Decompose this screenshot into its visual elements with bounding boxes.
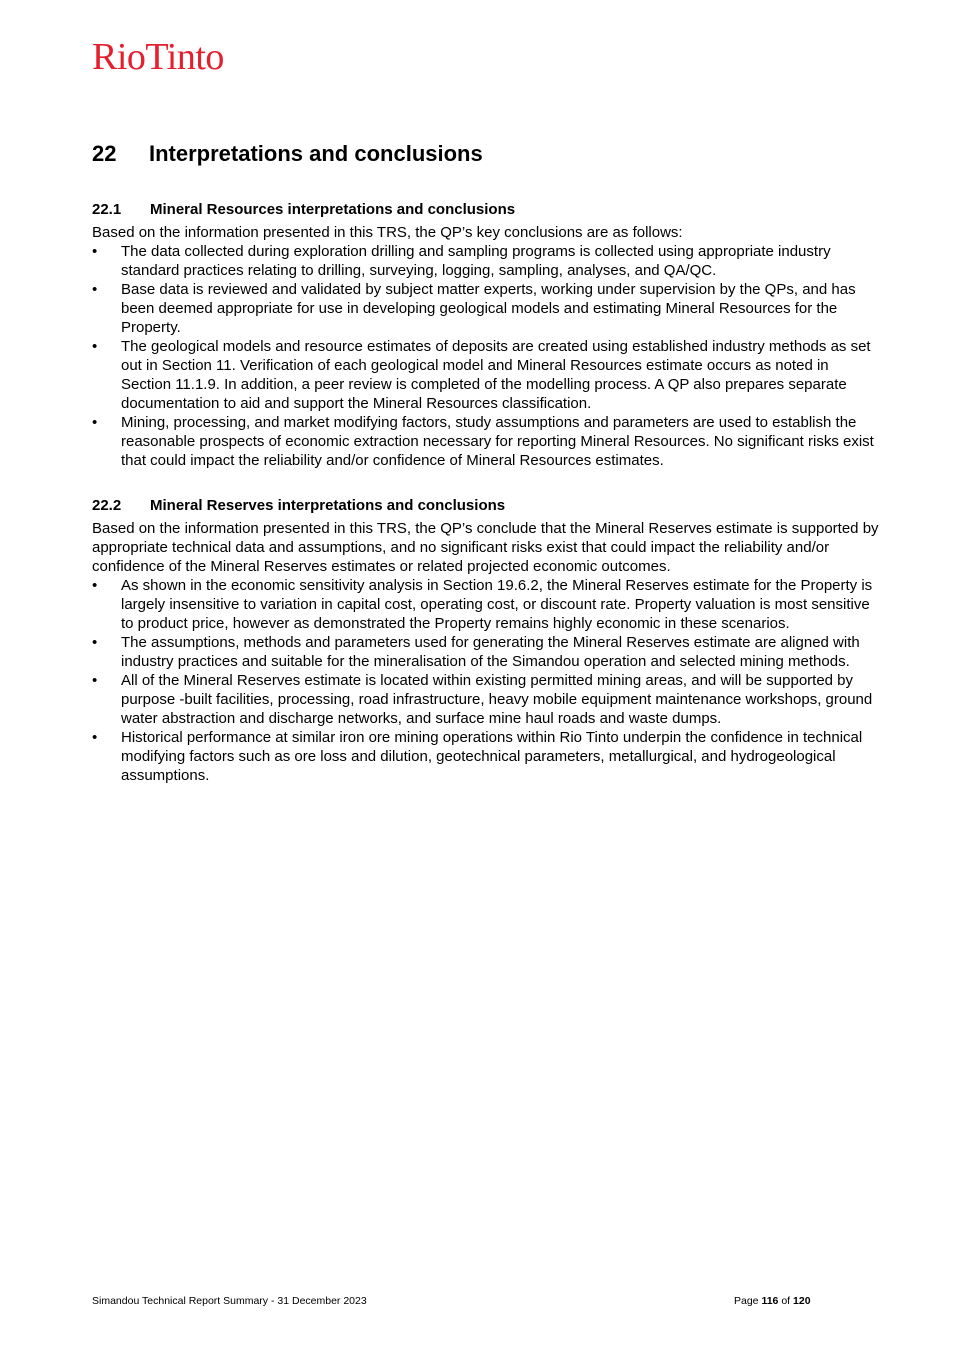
page-of: of — [781, 1295, 791, 1307]
list-item-text: Historical performance at similar iron ore mining operations within Rio Tinto underpin the confidence in technical modifying factors such as ore loss and dilution, geotechnical parameters, metallurgical, and hydrogeological assumptions. — [121, 729, 863, 784]
list-item-text: The data collected during exploration drilling and sampling programs is collected using appropriate industry standard practices relating to drilling, surveying, logging, sampling, analyses, and QA/QC. — [121, 243, 831, 279]
subsection-title: Mineral Reserves interpretations and conclusions — [150, 497, 506, 514]
subsection-heading — [92, 200, 882, 219]
bullet-icon: • — [92, 281, 98, 298]
list-item-text: The geological models and resource estimates of deposits are created using established industry methods as set out in Section 11. Verification of each geological model and Mineral Resources estimate occurs as noted in Section 11.1.9. In addition, a peer review is completed of the modelling process. A QP also prepares separate documentation to aid and support the Mineral Resources classification. — [121, 338, 871, 412]
list-item — [92, 576, 882, 633]
section-heading — [92, 140, 882, 168]
list-item-text: All of the Mineral Reserves estimate is located within existing permitted mining areas, and will be supported by purpose -built facilities, processing, road infrastructure, heavy mobile equipment maintenance workshops, ground water abstraction and discharge networks, and surface mine haul roads and waste dumps. — [121, 672, 873, 727]
bullet-icon: • — [92, 729, 98, 746]
subsection-heading — [92, 496, 882, 515]
bullet-icon: • — [92, 577, 98, 594]
list-item-text: As shown in the economic sensitivity analysis in Section 19.6.2, the Mineral Reserves estimate for the Property is largely insensitive to variation in capital cost, operating cost, or discount rate. Property valuation is most sensitive to product price, however as demonstrated the Property remains highly economic in these scenarios. — [121, 577, 873, 632]
bullet-list — [92, 576, 882, 785]
subsection-number: 22.2 — [92, 497, 122, 514]
bullet-icon: • — [92, 338, 98, 355]
page-number — [734, 1294, 811, 1308]
footer-document-title: Simandou Technical Report Summary - 31 December 2023 — [92, 1295, 367, 1307]
list-item-text: The assumptions, methods and parameters used for generating the Mineral Reserves estimate are aligned with industry practices and suitable for the mineralisation of the Simandou operation and selected mining methods. — [121, 634, 860, 670]
page-current: 116 — [761, 1295, 779, 1307]
bullet-icon: • — [92, 243, 98, 260]
section-number: 22 — [92, 141, 117, 166]
page-total: 120 — [793, 1295, 811, 1307]
bullet-icon: • — [92, 634, 98, 651]
bullet-list — [92, 242, 882, 470]
subsection-intro: Based on the information presented in this TRS, the QP’s key conclusions are as follows: — [92, 224, 683, 241]
subsection-intro: Based on the information presented in this TRS, the QP’s conclude that the Mineral Reserves estimate is supported by appropriate technical data and assumptions, and no significant risks exist that could impact the reliability and/or confidence of the Mineral Reserves estimates or related projected economic outcomes. — [92, 520, 879, 575]
list-item-text: Base data is reviewed and validated by subject matter experts, working under supervision by the QPs, and has been deemed appropriate for use in developing geological models and estimating Mineral Resources for the Property. — [121, 281, 856, 336]
page-label: Page — [734, 1295, 759, 1307]
bullet-icon: • — [92, 672, 98, 689]
page-content — [92, 140, 882, 785]
list-item — [92, 728, 882, 785]
subsection-22-1 — [92, 200, 882, 470]
list-item — [92, 242, 882, 280]
bullet-icon: • — [92, 414, 98, 431]
list-item — [92, 671, 882, 728]
subsection-title: Mineral Resources interpretations and conclusions — [150, 201, 516, 218]
list-item — [92, 280, 882, 337]
list-item-text: Mining, processing, and market modifying factors, study assumptions and parameters are used to establish the reasonable prospects of economic extraction necessary for reporting Mineral Resources. No significant risks exist that could impact the reliability and/or confidence of Mineral Resources estimates. — [121, 414, 874, 469]
list-item — [92, 337, 882, 413]
subsection-22-2 — [92, 496, 882, 785]
subsection-number: 22.1 — [92, 201, 122, 218]
list-item — [92, 413, 882, 470]
rio-tinto-logo: RioTinto — [92, 36, 224, 78]
section-title: Interpretations and conclusions — [149, 141, 483, 166]
list-item — [92, 633, 882, 671]
